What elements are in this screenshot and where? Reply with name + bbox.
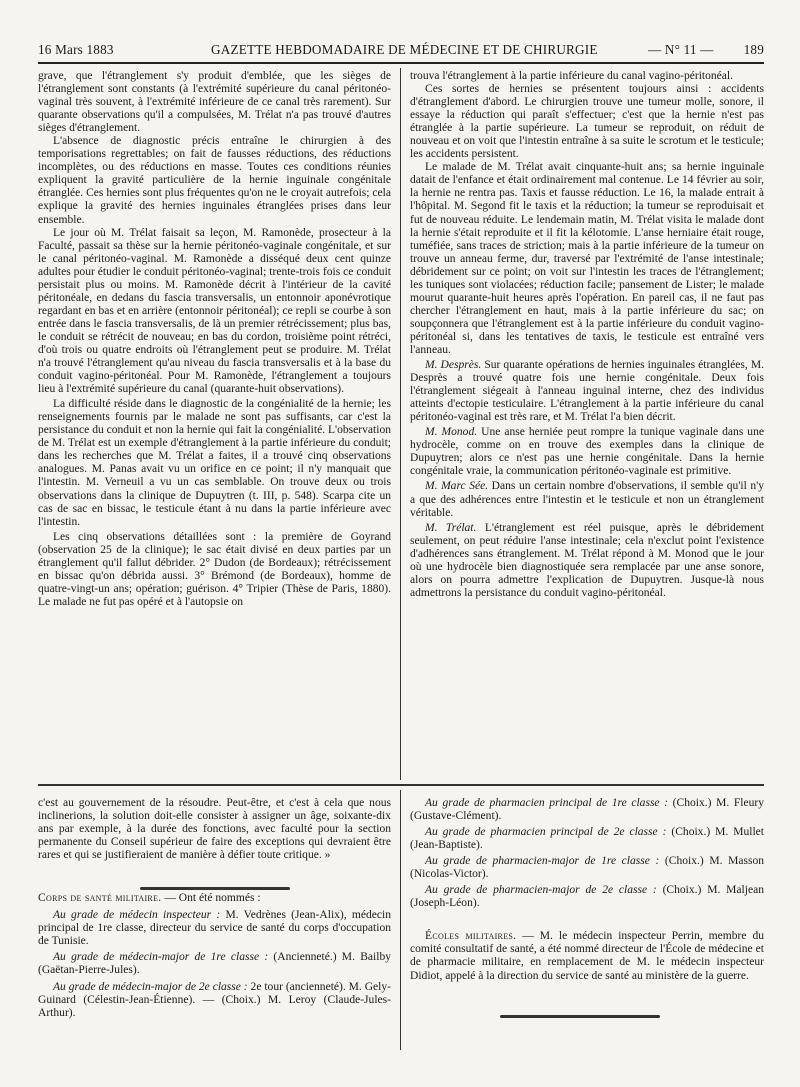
issue-number: — N° 11 — [648, 42, 714, 57]
paragraph: M. Desprès. Sur quarante opérations de hernies inguinales étranglées, M. Desprès a trouvé quatre fois une hernie congénitale. Deux fois l'étranglement siégeait à l'anneau inguinal interne, chez des individus atteints d'ectopie testiculaire. L'étranglement à la partie inférieure du canal péritonéo-vaginal est très rare, et M. Trélat l'a bien décrit. [410, 359, 764, 424]
paragraph: M. Monod. Une anse herniée peut rompre la tunique vaginale dans une hydrocèle, comme on en trouve des exemples dans la clinique de Dupuytren; alors ce n'est pas une hernie congénitale. Dans la hernie congénitale vraie, la communication péritonéo-vaginale est primitive. [410, 426, 764, 478]
nomination: Au grade de pharmacien principal de 1re classe : (Choix.) M. Fleury (Gustave-Clément). [410, 797, 764, 823]
paragraph: La difficulté réside dans le diagnostic de la congénialité de la hernie; les renseignements fournis par le malade ne sont pas suffisants, car c'est la persistance du conduit et non la hernie qui fait la congénialité. L'observation de M. Trélat est un exemple d'étranglement à la partie inférieure du conduit; dans les recherches que M. Trélat a faites, il a trouvé cinq observations analogues. M. Panas avait vu un orifice en ce point; il n'y manquait que l'intestin. M. Verneuil a vu un cas semblable. On trouve deux ou trois observations dans la clinique de Dupuytren (t. III, p. 548). Scarpa cite un cas de sac en bissac, le testicule étant à nu dans la partie inférieure avec l'intestin. [38, 398, 391, 528]
speaker-name: M. Trélat. [425, 521, 477, 534]
decorative-rule [500, 1015, 660, 1018]
left-column [38, 70, 391, 776]
section-title: Corps de santé militaire. [38, 892, 162, 905]
nomination: Au grade de médecin-major de 1re classe : (Ancienneté.) M. Bailby (Gaëtan-Pierre-Jules). [38, 951, 391, 977]
nomination: Au grade de pharmacien-major de 1re classe : (Choix.) M. Masson (Nicolas-Victor). [410, 855, 764, 881]
bottom-left-column [38, 797, 391, 1047]
page-header [38, 40, 764, 64]
spacer [410, 910, 764, 930]
paragraph: M. Marc Sée. Dans un certain nombre d'observations, il semble qu'il n'y a que des adhérences entre l'intestin et le testicule et non un étranglement véritable. [410, 480, 764, 519]
decorative-rule [140, 887, 290, 890]
right-column [410, 70, 764, 776]
header-date: 16 Mars 1883 [38, 42, 114, 57]
paragraph: Corps de santé militaire. — Ont été nommés : [38, 892, 261, 905]
paragraph: c'est au gouvernement de la résoudre. Peut-être, et c'est à cela que nous inclinerions, la solution doit-elle consister à assigner un âge, soixante-dix ans par exemple, à la durée des fonctions, avec faculté pour la section permanente du Conseil supérieur de faire des exceptions qui devraient être rares et qui se justifieraient de manière à défier toute critique. » [38, 797, 391, 862]
section-title: Écoles militaires. [425, 930, 517, 943]
nomination: Au grade de médecin inspecteur : M. Vedrènes (Jean-Alix), médecin principal de 1re classe, directeur du service de santé du corps d'occupation de Tunisie. [38, 909, 391, 948]
paragraph: Ces sortes de hernies se présentent toujours ainsi : accidents d'étranglement d'abord. Le chirurgien trouve une tumeur molle, sonore, il essaye la réduction qui paraît s'effectuer; c'est que la hernie n'est pas étranglée à la partie supérieure. La tumeur se reproduit, on réduit de nouveau et on voit que l'intestin entraîne à sa suite le scrotum et le testicule; les accidents persistent. [410, 83, 764, 161]
paragraph: M. Trélat. L'étranglement est réel puisque, après le débridement seulement, on peut réduire l'anse intestinale; cela n'exclut point l'existence d'adhérences sans étranglement. M. Trélat répond à M. Monod que le jour où une hydrocèle bien diagnostiquée sera remplacée par une anse sonore, alors on pourra admettre l'explication de Dupuytren. Jusque-là nous admettrons la persistance du conduit vagino-péritonéal. [410, 521, 764, 599]
nomination: Au grade de pharmacien principal de 2e classe : (Choix.) M. Mullet (Jean-Baptiste). [410, 826, 764, 852]
nomination: Au grade de pharmacien-major de 2e classe : (Choix.) M. Maljean (Joseph-Léon). [410, 884, 764, 910]
paragraph: Le malade de M. Trélat avait cinquante-huit ans; sa hernie inguinale datait de l'enfance et était ordinairement mal contenue. Le 14 février au soir, la hernie ne rentra pas. Taxis et fausse réduction. Le 16, la malade entrait à l'hôpital. M. Segond fit le taxis et la réduction; la tumeur se reproduisait et fut de nouveau réduite. Le lendemain matin, M. Trélat visita le malade dont la hernie s'était reproduite et il fit la kélotomie. L'anse herniaire était rouge, tuméfiée, sans traces de striction; mais à la partie inférieure de la tumeur on trouve un anneau ferme, dur, traversé par l'extrémité de l'anse intestinale; débridement sur ce point; on voit sur l'intestin les traces de l'étranglement; les tuniques sont violacées; réduction facile; pansement de Lister; le malade mourut quarante-huit heures après l'opération. En pareil cas, il ne faut pas chercher l'étranglement en haut, mais à la partie inférieure du sac; on soupçonnera que l'étranglement est à la partie inférieure du conduit vagino-péritonéal si, dans les tentatives de taxis, le testicule est entraîné vers l'anneau. [410, 161, 764, 356]
journal-title: GAZETTE HEBDOMADAIRE DE MÉDECINE ET DE CHIRURGIE [211, 42, 598, 57]
column-divider [400, 68, 401, 780]
speaker-name: M. Monod. [425, 426, 478, 439]
speaker-name: M. Desprès. [425, 359, 482, 372]
paragraph: Les cinq observations détaillées sont : la première de Goyrand (observation 25 de la clinique); le sac était divisé en deux parties par un étranglement qu'il fallut débrider. 2° Dudon (de Bordeaux); rétrécissement en bissac qu'on débrida aussi. 3° Brémond (de Bordeaux), homme de quatre-vingt-un ans; opération; guérison. 4° Tripier (Thèse de Paris, 1880). Le malade ne fut pas opéré et à l'autopsie on [38, 530, 391, 608]
paragraph: Écoles militaires. — M. le médecin inspecteur Perrin, membre du comité consultatif de santé, a été nommé directeur de l'École de médecine et de pharmacie militaire, en remplacement de M. le médecin inspecteur Didiot, appelé à la direction du service de santé au ministère de la guerre. [410, 930, 764, 982]
column-divider [400, 790, 401, 1050]
paragraph: L'absence de diagnostic précis entraîne le chirurgien à des temporisations regrettables; on fait de fausses réductions, des réductions incomplètes, ou des réductions en masse. Toutes ces conditions réunies expliquent la gravité particulière de la hernie inguinale congénitale étranglée. Ces hernies sont plus fréquentes qu'on ne le croyait autrefois; cela explique la gravité des hernies inguinales étranglées prises dans leur ensemble. [38, 135, 391, 226]
nomination: Au grade de médecin-major de 2e classe : 2e tour (ancienneté). M. Gely-Guinard (Célestin-Jean-Étienne). — (Choix.) M. Leroy (Claude-Jules-Arthur). [38, 980, 391, 1019]
paragraph: trouva l'étranglement à la partie inférieure du canal vagino-péritonéal. [410, 70, 733, 82]
paragraph: grave, que l'étranglement s'y produit d'emblée, que les sièges de l'étranglement sont constants (à l'extrémité supérieure du canal péritonéo-vaginal très souvent, à l'extrémité inférieure de ce canal très rarement). Sur quarante observations qu'il a compulsées, M. Trélat n'a pas trouvé d'autres sièges d'étranglement. [38, 70, 391, 135]
paragraph: Le jour où M. Trélat faisait sa leçon, M. Ramonède, prosecteur à la Faculté, passait sa thèse sur la hernie péritonéo-vaginale congénitale, et sur le canal péritonéo-vaginal. M. Ramonède a disséqué deux cent quinze adultes pour étudier le conduit péritonéo-vaginal; trente-trois fois ce conduit persistait plus ou moins. M. Ramonède décrit à l'intérieur de la cavité péritonéale, en dedans du fascia transversalis, un entonnoir aponévrotique regardant en bas et en arrière (entonnoir péritonéal); ce repli se courbe à son entrée dans le fascia transversalis, de là un premier rétrécissement; plus bas, le conduit se rétrécit de nouveau; en bas du cordon, troisième point rétréci, d'où trois ou quatre endroits où l'étranglement peut se produire. M. Trélat n'a trouvé l'étranglement qu'au niveau du fascia transversalis et à la base du conduit vagino-péritonéal. Pour M. Ramonède, l'étranglement a toujours lieu à l'extrémité supérieure du canal (quarante-huit observations). [38, 226, 391, 396]
section-separator [38, 784, 764, 786]
page-number: 189 [743, 42, 764, 57]
speaker-name: M. Marc Sée. [425, 480, 489, 493]
bottom-right-column [410, 797, 764, 1037]
